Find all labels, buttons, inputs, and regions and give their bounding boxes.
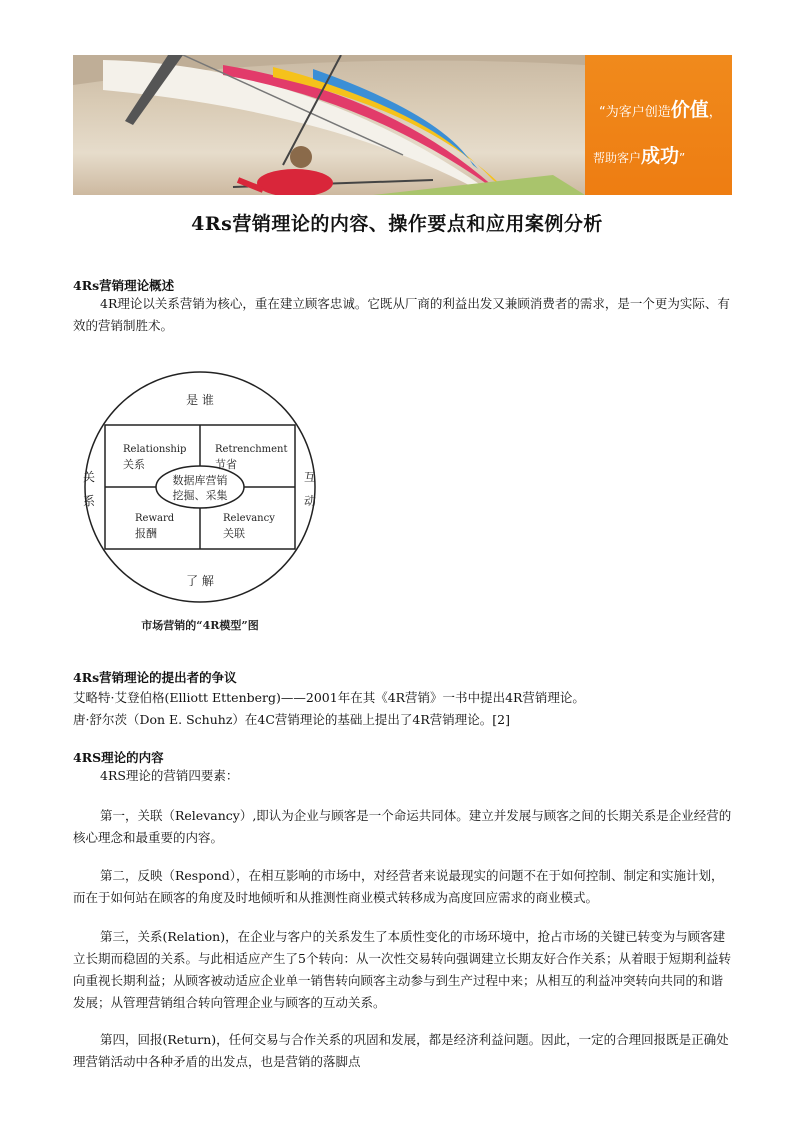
q4-cn: 关联 bbox=[223, 527, 245, 540]
content-paragraph-2: 第二，反映（Respond），在相互影响的市场中，对经营者来说最现实的问题不在于如何控制、制定和实施计划，而在于如何站在顾客的角度及时地倾听和从推测性商业模式转移成为高度回应需求的商业模式。 bbox=[73, 868, 724, 905]
content-paragraph-3: 第三，关系(Relation)，在企业与客户的关系发生了本质性变化的市场环境中，抢占市场的关键已转变为与顾客建立长期而稳固的关系。与此相适应产生了5个转向：从一次性交易转向强调建立长期友好合作关系；从着眼于短期利益转向重视长期利益；从顾客被动适应企业单一销售转向顾客主动参与到生产过程中来；从相互的利益冲突转向共同的和谐发展；从管理营销组合转向管理企业与顾客的互动关系。 bbox=[73, 929, 731, 1010]
q1-en: Relationship bbox=[123, 444, 187, 455]
label-top: 是 谁 bbox=[186, 393, 214, 407]
label-left-1: 关 bbox=[82, 470, 96, 484]
banner bbox=[73, 55, 732, 195]
label-left-2: 系 bbox=[82, 494, 96, 508]
content-paragraph-4: 第四，回报(Return)，任何交易与合作关系的巩固和发展，都是经济利益问题。因此，一定的合理回报既是正确处理营销活动中各种矛盾的出发点，也是营销的落脚点 bbox=[73, 1032, 729, 1069]
q2-cn: 节省 bbox=[215, 458, 237, 471]
label-right-2: 动 bbox=[303, 494, 317, 508]
overview-paragraph: 4R理论以关系营销为核心，重在建立顾客忠诚。它既从厂商的利益出发又兼顾消费者的需求，是一个更为实际、有效的营销制胜术。 bbox=[73, 296, 730, 333]
label-bottom: 了 解 bbox=[186, 574, 214, 588]
slogan-line-2: 帮助客户成功” bbox=[593, 145, 686, 167]
proposers-line-2: 唐·舒尔茨（Don E. Schuhz）在4C营销理论的基础上提出了4R营销理论。[2] bbox=[73, 712, 511, 727]
content-paragraph-1: 第一，关联（Relevancy）,即认为企业与顾客是一个命运共同体。建立并发展与顾客之间的长期关系是企业经营的核心理念和最重要的内容。 bbox=[73, 808, 732, 845]
q2-en: Retrenchment bbox=[215, 444, 288, 455]
slogan-panel bbox=[585, 55, 732, 195]
proposers-line-1: 艾略特·艾登伯格(Elliott Ettenberg)——2001年在其《4R营销》一书中提出4R营销理论。 bbox=[73, 690, 585, 705]
content-intro: 4RS理论的营销四要素： bbox=[100, 768, 239, 783]
figure-caption: 市场营销的“4R模型”图 bbox=[141, 619, 259, 632]
hang-glider-photo bbox=[73, 55, 585, 195]
q3-cn: 报酬 bbox=[135, 527, 157, 540]
overview-heading: 4Rs营销理论概述 bbox=[73, 278, 175, 293]
label-right-1: 互 bbox=[303, 470, 317, 484]
proposers-heading: 4Rs营销理论的提出者的争议 bbox=[73, 670, 237, 685]
slogan-line-1: “为客户创造价值， bbox=[599, 99, 722, 121]
q1-cn: 关系 bbox=[123, 458, 145, 471]
4r-model-figure bbox=[73, 365, 333, 640]
content-heading: 4RS理论的内容 bbox=[73, 750, 164, 765]
center-line-1: 数据库营销 bbox=[172, 474, 228, 487]
center-line-2: 挖掘、采集 bbox=[172, 489, 228, 502]
q4-en: Relevancy bbox=[223, 513, 275, 524]
page-title: 4Rs营销理论的内容、操作要点和应用案例分析 bbox=[191, 213, 603, 235]
q3-en: Reward bbox=[135, 513, 175, 524]
